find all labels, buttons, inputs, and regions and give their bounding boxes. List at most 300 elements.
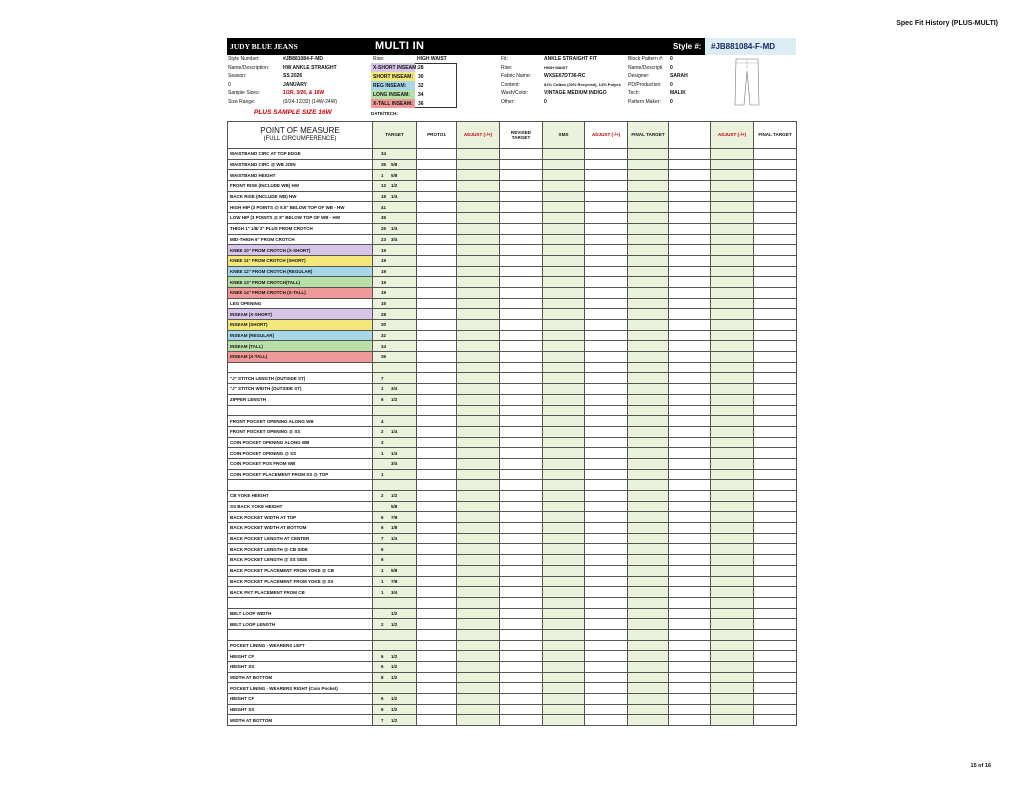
measure-cell[interactable] bbox=[669, 426, 711, 437]
measure-cell[interactable] bbox=[457, 362, 500, 373]
measure-cell[interactable] bbox=[711, 202, 754, 213]
measure-cell[interactable] bbox=[628, 640, 669, 651]
measure-cell[interactable] bbox=[457, 469, 500, 480]
measure-cell[interactable] bbox=[628, 362, 669, 373]
measure-cell[interactable] bbox=[711, 298, 754, 309]
measure-cell[interactable] bbox=[711, 255, 754, 266]
measure-cell[interactable] bbox=[754, 352, 797, 363]
measure-cell[interactable] bbox=[500, 533, 543, 544]
measure-cell[interactable] bbox=[457, 245, 500, 256]
measure-cell[interactable] bbox=[754, 405, 797, 416]
measure-cell[interactable] bbox=[500, 213, 543, 224]
measure-cell[interactable] bbox=[543, 159, 585, 170]
measure-cell[interactable] bbox=[417, 480, 457, 491]
measure-cell[interactable] bbox=[754, 662, 797, 673]
measure-cell[interactable] bbox=[711, 597, 754, 608]
measure-cell[interactable] bbox=[585, 651, 628, 662]
measure-cell[interactable] bbox=[457, 405, 500, 416]
measure-cell[interactable] bbox=[628, 202, 669, 213]
measure-cell[interactable] bbox=[500, 405, 543, 416]
measure-cell[interactable] bbox=[669, 170, 711, 181]
measure-cell[interactable] bbox=[669, 512, 711, 523]
measure-cell[interactable] bbox=[754, 384, 797, 395]
target-cell[interactable] bbox=[373, 491, 417, 502]
measure-cell[interactable] bbox=[500, 672, 543, 683]
measure-cell[interactable] bbox=[585, 298, 628, 309]
measure-cell[interactable] bbox=[628, 394, 669, 405]
measure-cell[interactable] bbox=[711, 341, 754, 352]
measure-cell[interactable] bbox=[585, 309, 628, 320]
measure-cell[interactable] bbox=[500, 576, 543, 587]
measure-cell[interactable] bbox=[754, 565, 797, 576]
measure-cell[interactable] bbox=[711, 170, 754, 181]
measure-cell[interactable] bbox=[417, 159, 457, 170]
measure-cell[interactable] bbox=[628, 277, 669, 288]
measure-cell[interactable] bbox=[711, 191, 754, 202]
measure-cell[interactable] bbox=[417, 458, 457, 469]
target-cell[interactable] bbox=[373, 555, 417, 566]
measure-cell[interactable] bbox=[585, 694, 628, 705]
target-cell[interactable] bbox=[373, 523, 417, 534]
measure-cell[interactable] bbox=[500, 416, 543, 427]
measure-cell[interactable] bbox=[669, 330, 711, 341]
measure-cell[interactable] bbox=[500, 480, 543, 491]
measure-cell[interactable] bbox=[417, 683, 457, 694]
measure-cell[interactable] bbox=[417, 715, 457, 726]
measure-cell[interactable] bbox=[669, 320, 711, 331]
measure-cell[interactable] bbox=[669, 213, 711, 224]
measure-cell[interactable] bbox=[500, 287, 543, 298]
measure-cell[interactable] bbox=[711, 266, 754, 277]
measure-cell[interactable] bbox=[417, 330, 457, 341]
target-cell[interactable] bbox=[373, 341, 417, 352]
measure-cell[interactable] bbox=[711, 309, 754, 320]
measure-cell[interactable] bbox=[417, 640, 457, 651]
target-cell[interactable] bbox=[373, 458, 417, 469]
measure-cell[interactable] bbox=[628, 458, 669, 469]
measure-cell[interactable] bbox=[669, 298, 711, 309]
measure-cell[interactable] bbox=[628, 608, 669, 619]
measure-cell[interactable] bbox=[543, 320, 585, 331]
measure-cell[interactable] bbox=[669, 523, 711, 534]
target-cell[interactable] bbox=[373, 651, 417, 662]
measure-cell[interactable] bbox=[585, 341, 628, 352]
measure-cell[interactable] bbox=[669, 683, 711, 694]
target-cell[interactable] bbox=[373, 159, 417, 170]
measure-cell[interactable] bbox=[457, 213, 500, 224]
measure-cell[interactable] bbox=[754, 544, 797, 555]
measure-cell[interactable] bbox=[500, 555, 543, 566]
measure-cell[interactable] bbox=[585, 362, 628, 373]
measure-cell[interactable] bbox=[500, 640, 543, 651]
measure-cell[interactable] bbox=[711, 704, 754, 715]
target-cell[interactable] bbox=[373, 405, 417, 416]
measure-cell[interactable] bbox=[585, 213, 628, 224]
measure-cell[interactable] bbox=[585, 320, 628, 331]
measure-cell[interactable] bbox=[628, 544, 669, 555]
target-cell[interactable] bbox=[373, 640, 417, 651]
measure-cell[interactable] bbox=[754, 149, 797, 160]
target-cell[interactable] bbox=[373, 320, 417, 331]
measure-cell[interactable] bbox=[711, 533, 754, 544]
measure-cell[interactable] bbox=[543, 416, 585, 427]
measure-cell[interactable] bbox=[457, 298, 500, 309]
measure-cell[interactable] bbox=[754, 458, 797, 469]
measure-cell[interactable] bbox=[417, 597, 457, 608]
measure-cell[interactable] bbox=[669, 544, 711, 555]
measure-cell[interactable] bbox=[711, 448, 754, 459]
target-cell[interactable] bbox=[373, 683, 417, 694]
measure-cell[interactable] bbox=[417, 565, 457, 576]
measure-cell[interactable] bbox=[628, 523, 669, 534]
measure-cell[interactable] bbox=[585, 255, 628, 266]
measure-cell[interactable] bbox=[457, 640, 500, 651]
measure-cell[interactable] bbox=[585, 565, 628, 576]
measure-cell[interactable] bbox=[417, 619, 457, 630]
measure-cell[interactable] bbox=[754, 266, 797, 277]
target-cell[interactable] bbox=[373, 330, 417, 341]
measure-cell[interactable] bbox=[500, 565, 543, 576]
target-cell[interactable] bbox=[373, 245, 417, 256]
measure-cell[interactable] bbox=[754, 640, 797, 651]
measure-cell[interactable] bbox=[500, 608, 543, 619]
measure-cell[interactable] bbox=[500, 587, 543, 598]
measure-cell[interactable] bbox=[754, 597, 797, 608]
measure-cell[interactable] bbox=[711, 320, 754, 331]
measure-cell[interactable] bbox=[417, 181, 457, 192]
measure-cell[interactable] bbox=[628, 683, 669, 694]
measure-cell[interactable] bbox=[669, 223, 711, 234]
measure-cell[interactable] bbox=[417, 213, 457, 224]
target-cell[interactable] bbox=[373, 437, 417, 448]
measure-cell[interactable] bbox=[669, 384, 711, 395]
measure-cell[interactable] bbox=[754, 523, 797, 534]
target-cell[interactable] bbox=[373, 181, 417, 192]
measure-cell[interactable] bbox=[669, 202, 711, 213]
measure-cell[interactable] bbox=[754, 480, 797, 491]
measure-cell[interactable] bbox=[754, 159, 797, 170]
measure-cell[interactable] bbox=[417, 544, 457, 555]
measure-cell[interactable] bbox=[754, 704, 797, 715]
measure-cell[interactable] bbox=[669, 576, 711, 587]
measure-cell[interactable] bbox=[585, 266, 628, 277]
measure-cell[interactable] bbox=[628, 416, 669, 427]
measure-cell[interactable] bbox=[628, 320, 669, 331]
measure-cell[interactable] bbox=[585, 608, 628, 619]
measure-cell[interactable] bbox=[500, 512, 543, 523]
measure-cell[interactable] bbox=[417, 448, 457, 459]
measure-cell[interactable] bbox=[585, 501, 628, 512]
measure-cell[interactable] bbox=[754, 181, 797, 192]
measure-cell[interactable] bbox=[543, 512, 585, 523]
measure-cell[interactable] bbox=[457, 544, 500, 555]
measure-cell[interactable] bbox=[457, 523, 500, 534]
measure-cell[interactable] bbox=[628, 587, 669, 598]
measure-cell[interactable] bbox=[457, 234, 500, 245]
measure-cell[interactable] bbox=[711, 651, 754, 662]
measure-cell[interactable] bbox=[628, 555, 669, 566]
measure-cell[interactable] bbox=[417, 672, 457, 683]
measure-cell[interactable] bbox=[711, 683, 754, 694]
measure-cell[interactable] bbox=[628, 448, 669, 459]
target-cell[interactable] bbox=[373, 255, 417, 266]
measure-cell[interactable] bbox=[543, 533, 585, 544]
measure-cell[interactable] bbox=[628, 437, 669, 448]
target-cell[interactable] bbox=[373, 597, 417, 608]
measure-cell[interactable] bbox=[628, 501, 669, 512]
measure-cell[interactable] bbox=[585, 458, 628, 469]
measure-cell[interactable] bbox=[417, 704, 457, 715]
measure-cell[interactable] bbox=[585, 544, 628, 555]
measure-cell[interactable] bbox=[669, 362, 711, 373]
measure-cell[interactable] bbox=[669, 619, 711, 630]
measure-cell[interactable] bbox=[628, 491, 669, 502]
measure-cell[interactable] bbox=[628, 512, 669, 523]
measure-cell[interactable] bbox=[711, 362, 754, 373]
measure-cell[interactable] bbox=[628, 597, 669, 608]
measure-cell[interactable] bbox=[417, 245, 457, 256]
measure-cell[interactable] bbox=[628, 223, 669, 234]
measure-cell[interactable] bbox=[500, 309, 543, 320]
measure-cell[interactable] bbox=[585, 683, 628, 694]
measure-cell[interactable] bbox=[417, 576, 457, 587]
measure-cell[interactable] bbox=[711, 640, 754, 651]
measure-cell[interactable] bbox=[417, 234, 457, 245]
measure-cell[interactable] bbox=[628, 287, 669, 298]
measure-cell[interactable] bbox=[711, 565, 754, 576]
measure-cell[interactable] bbox=[457, 587, 500, 598]
measure-cell[interactable] bbox=[543, 469, 585, 480]
measure-cell[interactable] bbox=[500, 426, 543, 437]
measure-cell[interactable] bbox=[754, 651, 797, 662]
measure-cell[interactable] bbox=[669, 715, 711, 726]
measure-cell[interactable] bbox=[417, 266, 457, 277]
measure-cell[interactable] bbox=[457, 255, 500, 266]
measure-cell[interactable] bbox=[628, 159, 669, 170]
measure-cell[interactable] bbox=[417, 491, 457, 502]
measure-cell[interactable] bbox=[754, 416, 797, 427]
measure-cell[interactable] bbox=[543, 384, 585, 395]
measure-cell[interactable] bbox=[543, 619, 585, 630]
measure-cell[interactable] bbox=[711, 512, 754, 523]
measure-cell[interactable] bbox=[711, 223, 754, 234]
measure-cell[interactable] bbox=[628, 662, 669, 673]
target-cell[interactable] bbox=[373, 587, 417, 598]
measure-cell[interactable] bbox=[711, 694, 754, 705]
measure-cell[interactable] bbox=[585, 149, 628, 160]
measure-cell[interactable] bbox=[543, 448, 585, 459]
measure-cell[interactable] bbox=[457, 448, 500, 459]
measure-cell[interactable] bbox=[585, 672, 628, 683]
target-cell[interactable] bbox=[373, 704, 417, 715]
measure-cell[interactable] bbox=[669, 287, 711, 298]
measure-cell[interactable] bbox=[457, 683, 500, 694]
measure-cell[interactable] bbox=[543, 662, 585, 673]
measure-cell[interactable] bbox=[500, 330, 543, 341]
measure-cell[interactable] bbox=[711, 234, 754, 245]
measure-cell[interactable] bbox=[417, 587, 457, 598]
measure-cell[interactable] bbox=[417, 223, 457, 234]
measure-cell[interactable] bbox=[585, 576, 628, 587]
target-cell[interactable] bbox=[373, 544, 417, 555]
measure-cell[interactable] bbox=[711, 544, 754, 555]
measure-cell[interactable] bbox=[628, 576, 669, 587]
measure-cell[interactable] bbox=[417, 555, 457, 566]
measure-cell[interactable] bbox=[711, 416, 754, 427]
measure-cell[interactable] bbox=[628, 694, 669, 705]
measure-cell[interactable] bbox=[417, 149, 457, 160]
measure-cell[interactable] bbox=[457, 480, 500, 491]
measure-cell[interactable] bbox=[417, 373, 457, 384]
measure-cell[interactable] bbox=[500, 683, 543, 694]
measure-cell[interactable] bbox=[543, 181, 585, 192]
measure-cell[interactable] bbox=[500, 266, 543, 277]
measure-cell[interactable] bbox=[628, 384, 669, 395]
measure-cell[interactable] bbox=[669, 480, 711, 491]
measure-cell[interactable] bbox=[543, 245, 585, 256]
measure-cell[interactable] bbox=[669, 277, 711, 288]
target-cell[interactable] bbox=[373, 384, 417, 395]
measure-cell[interactable] bbox=[669, 245, 711, 256]
target-cell[interactable] bbox=[373, 512, 417, 523]
measure-cell[interactable] bbox=[457, 662, 500, 673]
measure-cell[interactable] bbox=[669, 587, 711, 598]
target-cell[interactable] bbox=[373, 394, 417, 405]
measure-cell[interactable] bbox=[585, 597, 628, 608]
target-cell[interactable] bbox=[373, 352, 417, 363]
measure-cell[interactable] bbox=[543, 213, 585, 224]
measure-cell[interactable] bbox=[754, 694, 797, 705]
measure-cell[interactable] bbox=[543, 480, 585, 491]
measure-cell[interactable] bbox=[417, 309, 457, 320]
measure-cell[interactable] bbox=[500, 352, 543, 363]
measure-cell[interactable] bbox=[457, 181, 500, 192]
measure-cell[interactable] bbox=[754, 619, 797, 630]
measure-cell[interactable] bbox=[500, 394, 543, 405]
measure-cell[interactable] bbox=[417, 170, 457, 181]
measure-cell[interactable] bbox=[754, 491, 797, 502]
measure-cell[interactable] bbox=[500, 491, 543, 502]
target-cell[interactable] bbox=[373, 223, 417, 234]
measure-cell[interactable] bbox=[500, 191, 543, 202]
measure-cell[interactable] bbox=[543, 672, 585, 683]
measure-cell[interactable] bbox=[543, 202, 585, 213]
measure-cell[interactable] bbox=[711, 405, 754, 416]
target-cell[interactable] bbox=[373, 298, 417, 309]
measure-cell[interactable] bbox=[543, 576, 585, 587]
measure-cell[interactable] bbox=[628, 234, 669, 245]
measure-cell[interactable] bbox=[669, 704, 711, 715]
measure-cell[interactable] bbox=[457, 287, 500, 298]
measure-cell[interactable] bbox=[628, 619, 669, 630]
measure-cell[interactable] bbox=[500, 458, 543, 469]
measure-cell[interactable] bbox=[754, 608, 797, 619]
measure-cell[interactable] bbox=[543, 287, 585, 298]
measure-cell[interactable] bbox=[543, 437, 585, 448]
measure-cell[interactable] bbox=[417, 469, 457, 480]
measure-cell[interactable] bbox=[628, 480, 669, 491]
measure-cell[interactable] bbox=[457, 491, 500, 502]
measure-cell[interactable] bbox=[457, 223, 500, 234]
measure-cell[interactable] bbox=[669, 149, 711, 160]
measure-cell[interactable] bbox=[500, 704, 543, 715]
measure-cell[interactable] bbox=[669, 309, 711, 320]
measure-cell[interactable] bbox=[500, 170, 543, 181]
measure-cell[interactable] bbox=[669, 405, 711, 416]
measure-cell[interactable] bbox=[417, 501, 457, 512]
measure-cell[interactable] bbox=[585, 587, 628, 598]
measure-cell[interactable] bbox=[543, 405, 585, 416]
measure-cell[interactable] bbox=[669, 448, 711, 459]
measure-cell[interactable] bbox=[711, 159, 754, 170]
measure-cell[interactable] bbox=[543, 341, 585, 352]
measure-cell[interactable] bbox=[585, 704, 628, 715]
measure-cell[interactable] bbox=[711, 384, 754, 395]
measure-cell[interactable] bbox=[417, 320, 457, 331]
measure-cell[interactable] bbox=[669, 352, 711, 363]
target-cell[interactable] bbox=[373, 149, 417, 160]
measure-cell[interactable] bbox=[457, 170, 500, 181]
measure-cell[interactable] bbox=[711, 587, 754, 598]
measure-cell[interactable] bbox=[754, 683, 797, 694]
measure-cell[interactable] bbox=[543, 587, 585, 598]
measure-cell[interactable] bbox=[628, 170, 669, 181]
measure-cell[interactable] bbox=[628, 373, 669, 384]
measure-cell[interactable] bbox=[754, 362, 797, 373]
measure-cell[interactable] bbox=[669, 266, 711, 277]
measure-cell[interactable] bbox=[711, 437, 754, 448]
measure-cell[interactable] bbox=[457, 266, 500, 277]
measure-cell[interactable] bbox=[669, 501, 711, 512]
measure-cell[interactable] bbox=[711, 245, 754, 256]
measure-cell[interactable] bbox=[457, 277, 500, 288]
measure-cell[interactable] bbox=[543, 223, 585, 234]
measure-cell[interactable] bbox=[417, 426, 457, 437]
measure-cell[interactable] bbox=[754, 629, 797, 640]
measure-cell[interactable] bbox=[711, 672, 754, 683]
measure-cell[interactable] bbox=[543, 234, 585, 245]
measure-cell[interactable] bbox=[711, 287, 754, 298]
measure-cell[interactable] bbox=[711, 458, 754, 469]
target-cell[interactable] bbox=[373, 619, 417, 630]
measure-cell[interactable] bbox=[754, 555, 797, 566]
measure-cell[interactable] bbox=[457, 309, 500, 320]
measure-cell[interactable] bbox=[543, 597, 585, 608]
measure-cell[interactable] bbox=[628, 213, 669, 224]
measure-cell[interactable] bbox=[543, 523, 585, 534]
measure-cell[interactable] bbox=[585, 629, 628, 640]
measure-cell[interactable] bbox=[417, 362, 457, 373]
measure-cell[interactable] bbox=[585, 437, 628, 448]
target-cell[interactable] bbox=[373, 362, 417, 373]
measure-cell[interactable] bbox=[628, 672, 669, 683]
measure-cell[interactable] bbox=[754, 202, 797, 213]
measure-cell[interactable] bbox=[500, 501, 543, 512]
measure-cell[interactable] bbox=[711, 480, 754, 491]
measure-cell[interactable] bbox=[669, 191, 711, 202]
measure-cell[interactable] bbox=[417, 298, 457, 309]
measure-cell[interactable] bbox=[711, 426, 754, 437]
measure-cell[interactable] bbox=[669, 159, 711, 170]
measure-cell[interactable] bbox=[543, 651, 585, 662]
measure-cell[interactable] bbox=[669, 394, 711, 405]
target-cell[interactable] bbox=[373, 608, 417, 619]
measure-cell[interactable] bbox=[585, 245, 628, 256]
target-cell[interactable] bbox=[373, 234, 417, 245]
measure-cell[interactable] bbox=[417, 608, 457, 619]
measure-cell[interactable] bbox=[543, 330, 585, 341]
measure-cell[interactable] bbox=[628, 298, 669, 309]
